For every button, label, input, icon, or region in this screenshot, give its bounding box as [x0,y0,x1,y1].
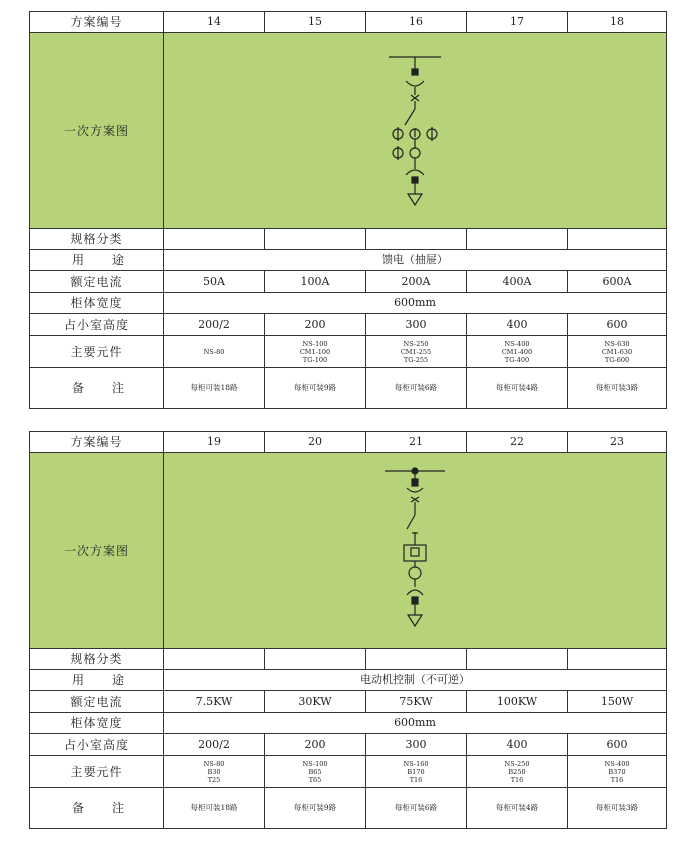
rated-current: 100KW [467,691,568,713]
components-cell: NS-100 B65 T65 [265,756,366,788]
components-cell: NS-400 B370 T16 [568,756,667,788]
remark: 每柜可装9路 [265,368,366,409]
remark: 每柜可装3路 [568,788,667,829]
components-cell: NS-250 CM1-255 TG-255 [366,336,467,368]
components-cell: NS-400 CM1-400 TG-400 [467,336,568,368]
motor-control-diagram-icon [375,463,455,638]
single-line-diagram [164,453,667,649]
remark: 每柜可装3路 [568,368,667,409]
scheme-number: 19 [164,432,265,453]
cabinet-width-label: 柜体宽度 [30,293,164,314]
room-height: 300 [366,314,467,336]
room-height: 200/2 [164,314,265,336]
use-value: 馈电（抽屉） [164,250,667,271]
scheme-number: 14 [164,12,265,33]
scheme-number: 21 [366,432,467,453]
diagram-label: 一次方案图 [30,33,164,229]
diagram-label: 一次方案图 [30,453,164,649]
rated-current: 7.5KW [164,691,265,713]
rated-current: 100A [265,271,366,293]
spec-cell [467,229,568,250]
rated-current: 400A [467,271,568,293]
remark: 每柜可装18路 [164,368,265,409]
rated-current: 600A [568,271,667,293]
rated-current: 50A [164,271,265,293]
room-height: 200 [265,734,366,756]
scheme-number: 22 [467,432,568,453]
scheme-number: 17 [467,12,568,33]
spec-cell [568,229,667,250]
scheme-number: 16 [366,12,467,33]
rated-current-label: 额定电流 [30,691,164,713]
remark-label: 备 注 [30,368,164,409]
room-height: 200 [265,314,366,336]
room-height: 300 [366,734,467,756]
rated-current: 30KW [265,691,366,713]
scheme-table-2 [29,431,667,829]
scheme-number: 15 [265,12,366,33]
use-label: 用 途 [30,670,164,691]
spec-cell [265,229,366,250]
cabinet-width: 600mm [164,713,667,734]
spec-cell [467,649,568,670]
spec-cell [366,229,467,250]
components-label: 主要元件 [30,756,164,788]
spec-cell [366,649,467,670]
components-cell: NS-160 B170 T16 [366,756,467,788]
components-cell: NS-80 B30 T25 [164,756,265,788]
components-cell: NS-80 [164,336,265,368]
spec-label: 规格分类 [30,649,164,670]
cabinet-width-label: 柜体宽度 [30,713,164,734]
cabinet-width: 600mm [164,293,667,314]
room-height: 200/2 [164,734,265,756]
remark: 每柜可装6路 [366,368,467,409]
scheme-number-label: 方案编号 [30,12,164,33]
rated-current: 150W [568,691,667,713]
remark: 每柜可装4路 [467,368,568,409]
rated-current: 200A [366,271,467,293]
remark: 每柜可装9路 [265,788,366,829]
remark: 每柜可装18路 [164,788,265,829]
scheme-number: 18 [568,12,667,33]
scheme-table-1 [29,11,667,409]
room-height: 400 [467,314,568,336]
spec-cell [568,649,667,670]
room-height: 400 [467,734,568,756]
use-label: 用 途 [30,250,164,271]
scheme-number: 20 [265,432,366,453]
use-value: 电动机控制（不可逆） [164,670,667,691]
room-height: 600 [568,734,667,756]
spec-cell [164,649,265,670]
components-cell: NS-250 B250 T16 [467,756,568,788]
remark: 每柜可装6路 [366,788,467,829]
rated-current: 75KW [366,691,467,713]
remark-label: 备 注 [30,788,164,829]
components-cell: NS-100 CM1-100 TG-100 [265,336,366,368]
room-height-label: 占小室高度 [30,314,164,336]
single-line-diagram [164,33,667,229]
room-height-label: 占小室高度 [30,734,164,756]
components-label: 主要元件 [30,336,164,368]
components-cell: NS-630 CM1-630 TG-600 [568,336,667,368]
feeder-diagram-icon [375,51,455,211]
spec-cell [265,649,366,670]
scheme-number-label: 方案编号 [30,432,164,453]
spec-cell [164,229,265,250]
spec-label: 规格分类 [30,229,164,250]
remark: 每柜可装4路 [467,788,568,829]
rated-current-label: 额定电流 [30,271,164,293]
room-height: 600 [568,314,667,336]
scheme-number: 23 [568,432,667,453]
